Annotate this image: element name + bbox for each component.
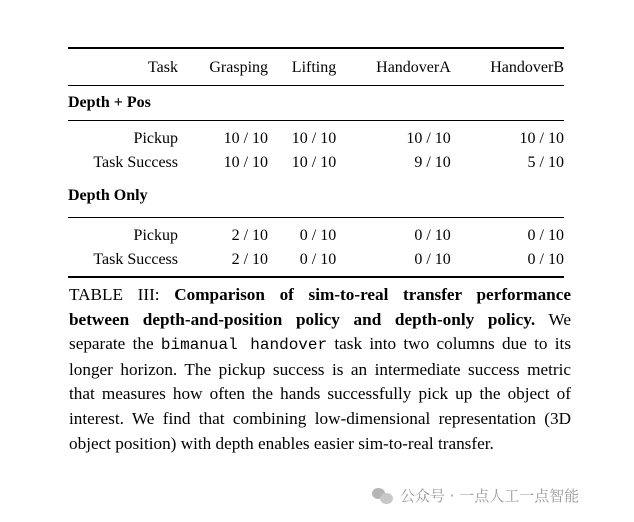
caption-code: bimanual handover [160, 336, 328, 355]
watermark [372, 485, 579, 506]
cell: 10 / 10 [451, 121, 564, 152]
cell: 0 / 10 [268, 248, 336, 277]
results-table [68, 47, 564, 278]
section-title: Depth + Pos [68, 86, 178, 121]
row-label: Task Success [68, 248, 178, 277]
header-row [68, 48, 564, 86]
cell: 10 / 10 [291, 154, 337, 171]
caption-text: We separate the [69, 309, 571, 354]
header-task: Task [68, 48, 178, 86]
section-row [68, 175, 564, 218]
caption-text: task into two columns due to its longer horizon. The pickup success is an intermediate success metric that measures how often the hands successfully pick up the object of interest. We find that combining low-dimensional representation (3D object position) with depth enables easier sim-to-real transfer. [69, 334, 572, 453]
header-grasping: Grasping [178, 48, 268, 86]
row-label: Pickup [68, 121, 178, 152]
caption-title: Comparison of sim-to-real transfer performance between depth-and-position policy and depth-only policy. [69, 285, 571, 329]
section-title: Depth Only [68, 187, 148, 204]
table-caption [69, 283, 571, 456]
cell: 10 / 10 [268, 121, 336, 152]
cell: 0 / 10 [451, 218, 564, 249]
cell: 5 / 10 [527, 154, 564, 171]
cell: 0 / 10 [336, 248, 451, 277]
table-row [68, 248, 564, 277]
table-row [68, 121, 564, 152]
table-row [68, 151, 564, 175]
watermark-text: 公众号 · 一点人工一点智能 [400, 487, 580, 505]
table-row [68, 218, 564, 249]
cell: 0 / 10 [268, 218, 336, 249]
cell: 0 / 10 [451, 248, 564, 277]
row-label: Pickup [68, 218, 178, 249]
header-handovera: HandoverA [336, 48, 451, 86]
cell: 10 / 10 [178, 121, 268, 152]
cell: 2 / 10 [178, 218, 268, 249]
header-handoverb: HandoverB [451, 48, 564, 86]
caption-label: TABLE III: [69, 285, 160, 304]
cell: 10 / 10 [336, 121, 451, 152]
cell: 2 / 10 [178, 248, 268, 277]
section-row [68, 86, 564, 121]
cell: 10 / 10 [223, 154, 269, 171]
cell: 9 / 10 [414, 154, 451, 171]
header-lifting: Lifting [268, 48, 336, 86]
wechat-icon [372, 487, 394, 505]
cell: 0 / 10 [336, 218, 451, 249]
row-label: Task Success [93, 154, 178, 171]
